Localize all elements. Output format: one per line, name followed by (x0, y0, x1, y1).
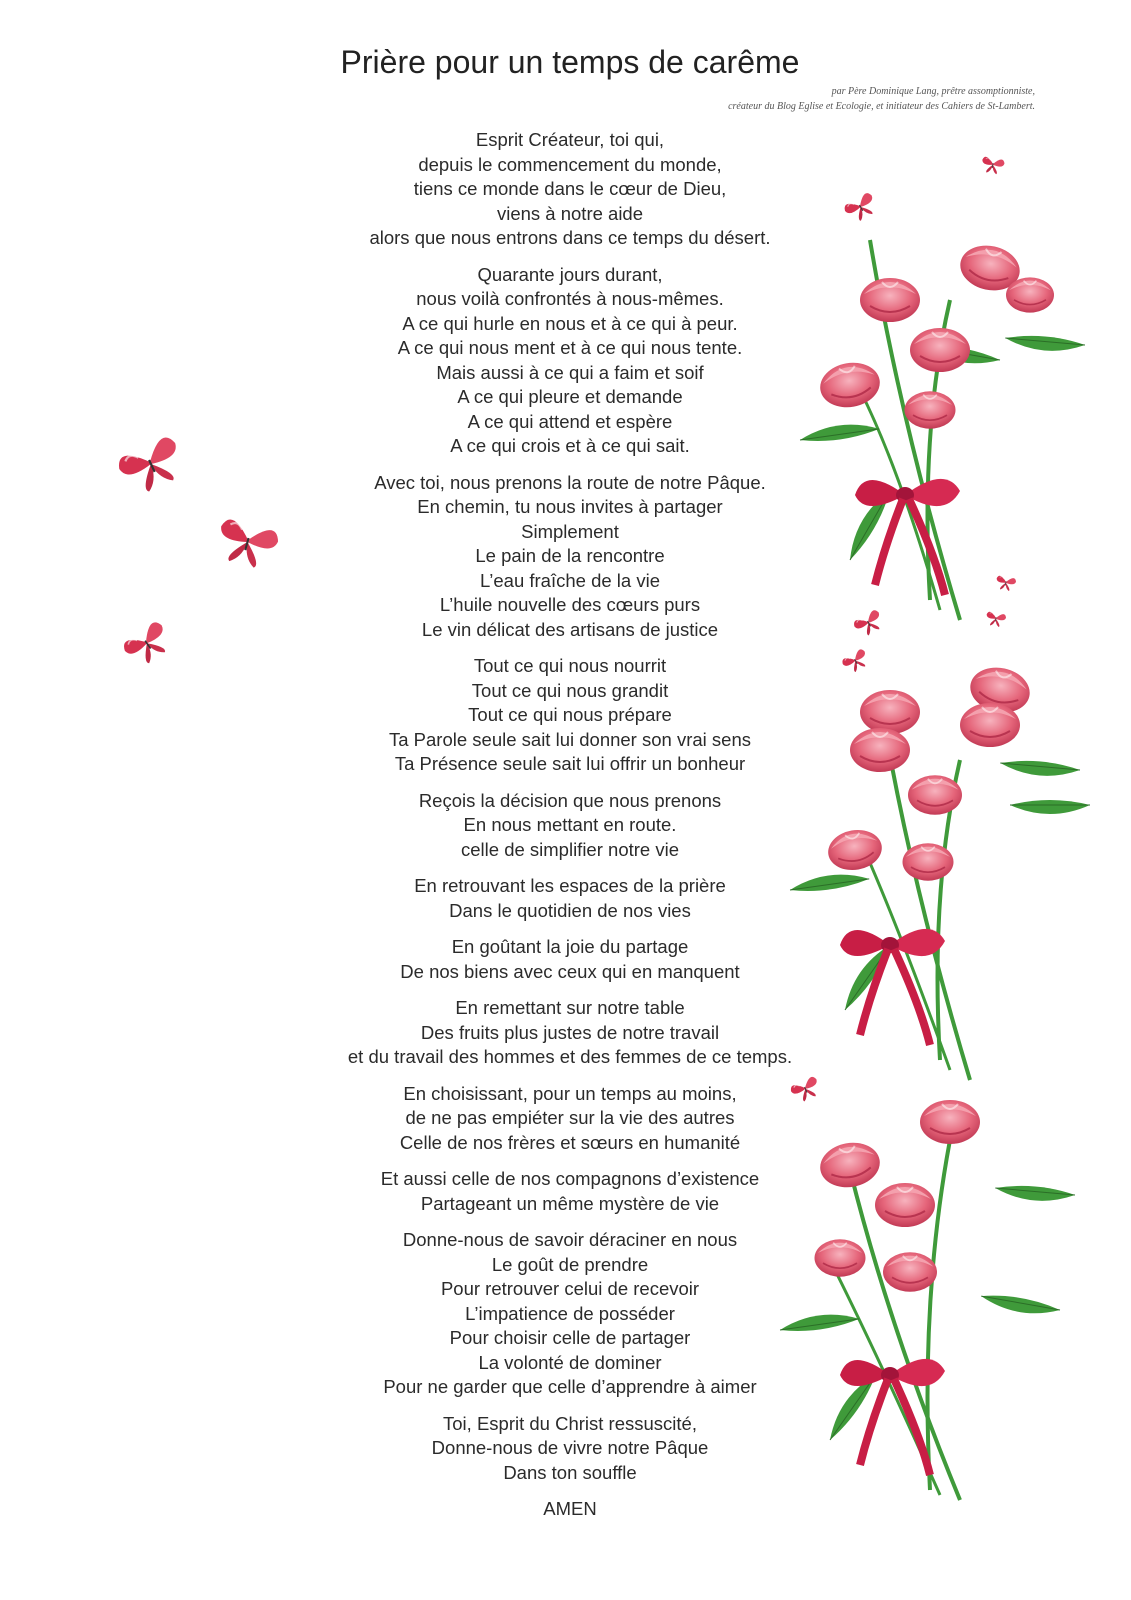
poem-line: Le vin délicat des artisans de justice (421, 618, 719, 640)
poem-line: nous voilà confrontés à nous-mêmes. (416, 288, 724, 309)
poem-line: Mais aussi à ce qui a faim et soif (436, 361, 704, 383)
poem-line: En goûtant la joie du partage (451, 936, 689, 957)
butterfly-icon (980, 156, 1005, 175)
poem-line: alors que nous entrons dans ce temps du désert. (369, 227, 771, 248)
poem-line: L’huile nouvelle des cœurs purs (439, 594, 701, 615)
poem-line: Le pain de la rencontre (475, 545, 665, 566)
poem-line: Et aussi celle de nos compagnons d’existence (380, 1168, 760, 1189)
poem-line: Simplement (521, 520, 619, 542)
poem-line: Reçois la décision que nous prenons (418, 789, 722, 811)
poem-line: Esprit Créateur, toi qui, (475, 129, 665, 150)
poem-line: Tout ce qui nous prépare (468, 704, 672, 725)
poem-line: Le goût de prendre (491, 1253, 649, 1275)
poem-line: Des fruits plus justes de notre travail (420, 1021, 720, 1043)
poem-line: En retrouvant les espaces de la prière (414, 875, 726, 896)
butterfly-icon (995, 575, 1017, 592)
poem-line: Dans ton souffle (503, 1461, 637, 1483)
closing-amen: AMEN (543, 1498, 597, 1519)
poem-line: viens à notre aide (496, 202, 644, 224)
poem-line: celle de simplifier notre vie (461, 838, 679, 860)
poem-stanza (270, 874, 870, 923)
poem-line: Dans le quotidien de nos vies (449, 899, 691, 921)
poem-line: Pour ne garder que celle d’apprendre à aimer (383, 1376, 757, 1397)
poem-line: Pour retrouver celui de recevoir (440, 1278, 700, 1299)
poem-line: A ce qui hurle en nous et à ce qui à peur. (402, 312, 738, 334)
poem-line: Avec toi, nous prenons la route de notre Pâque. (374, 471, 766, 493)
poem-line: En nous mettant en route. (463, 814, 677, 835)
poem-line: Pour choisir celle de partager (449, 1327, 691, 1348)
poem-line: Tout ce qui nous nourrit (473, 655, 667, 676)
page-title: Prière pour un temps de carême (340, 44, 800, 80)
poem-line: Ta Parole seule sait lui donner son vrai sens (389, 728, 751, 750)
poem-stanza (270, 789, 870, 863)
poem-line: Tout ce qui nous grandit (471, 679, 669, 701)
poem-line: Donne-nous de savoir déraciner en nous (402, 1229, 738, 1250)
byline-credits: créateur du Blog Eglise et Ecologie, et initiateur des Cahiers de St-Lambert. (728, 101, 1035, 112)
poem-line: Partageant un même mystère de vie (420, 1192, 720, 1214)
poem-line: de ne pas empiéter sur la vie des autres (405, 1107, 735, 1128)
butterfly-icon (115, 434, 189, 499)
poem-line: En choisissant, pour un temps au moins, (403, 1082, 737, 1104)
poem-stanza (270, 1228, 870, 1400)
butterfly-icon (985, 611, 1007, 628)
poem-body (270, 128, 870, 1522)
poem-stanza (270, 1082, 870, 1156)
poem-stanza (270, 128, 870, 251)
poem-stanza (270, 935, 870, 984)
poem-line: depuis le commencement du monde, (418, 153, 722, 175)
poem-line: Quarante jours durant, (477, 263, 663, 285)
poem-line: En remettant sur notre table (455, 997, 685, 1018)
poem-line: De nos biens avec ceux qui en manquent (400, 960, 740, 982)
butterfly-icon (121, 620, 175, 671)
poem-line: La volonté de dominer (478, 1351, 662, 1373)
poem-line: L’eau fraîche de la vie (480, 569, 660, 591)
poem-stanza (270, 996, 870, 1070)
poem-line: Ta Présence seule sait lui offrir un bonheur (394, 753, 746, 774)
poem-stanza (270, 263, 870, 459)
poem-line: Toi, Esprit du Christ ressuscité, (443, 1412, 697, 1434)
poem-line: L’impatience de posséder (465, 1302, 675, 1324)
poem-line: En chemin, tu nous invites à partager (417, 496, 723, 517)
poem-line: Donne-nous de vivre notre Pâque (431, 1437, 709, 1458)
poem-stanza (270, 654, 870, 777)
poem-line: A ce qui crois et à ce qui sait. (450, 435, 690, 456)
poem-stanza (270, 471, 870, 643)
poem-line: Celle de nos frères et sœurs en humanité (399, 1131, 741, 1153)
byline-author: par Père Dominique Lang, prêtre assomptionniste, (831, 86, 1035, 97)
poem-line: A ce qui pleure et demande (457, 386, 683, 407)
poem-line: A ce qui attend et espère (467, 410, 673, 432)
poem-line: A ce qui nous ment et à ce qui nous tente. (397, 337, 743, 358)
poem-stanza (270, 1412, 870, 1486)
poem-line: tiens ce monde dans le cœur de Dieu, (413, 178, 727, 199)
poem-stanza (270, 1167, 870, 1216)
poem-line: et du travail des hommes et des femmes de ce temps. (347, 1046, 793, 1067)
